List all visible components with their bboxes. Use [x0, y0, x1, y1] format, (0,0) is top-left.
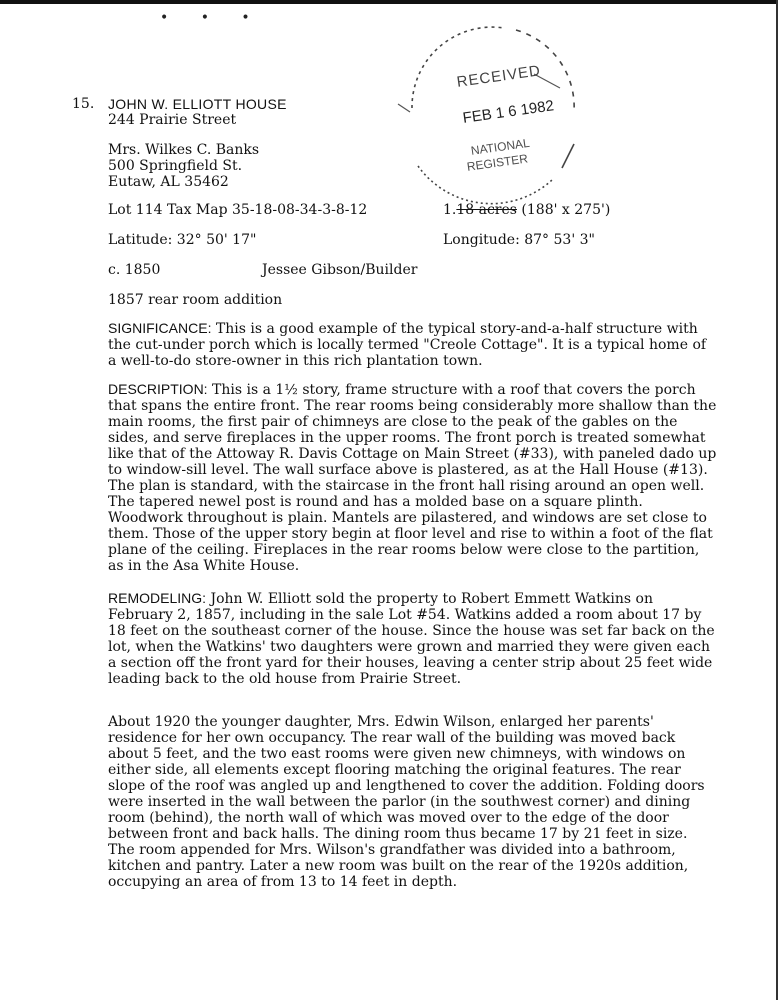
stamp-national: NATIONAL — [470, 135, 531, 158]
significance-paragraph — [108, 320, 718, 369]
significance-text: This is a good example of the typical story-and-a-half structure with the cut-under porch which is locally termed "Creole Cottage". It is a typical home of a well-to-do store-owner in this rich plantation town. — [108, 321, 707, 369]
house-street: 244 Prairie Street — [108, 112, 237, 128]
acres-struck: 18 acres — [456, 202, 517, 218]
owner-city: Eutaw, AL 35462 — [108, 174, 229, 190]
description-paragraph — [108, 381, 718, 574]
significance-label: SIGNIFICANCE: — [108, 320, 212, 336]
stamp-register: REGISTER — [466, 151, 529, 174]
lot-tax-map: Lot 114 Tax Map 35-18-08-34-3-8-12 — [108, 202, 368, 218]
remodeling-paragraph — [108, 590, 718, 687]
house-name: JOHN W. ELLIOTT HOUSE — [108, 96, 287, 112]
acres-prefix: 1. — [443, 202, 457, 218]
latitude: Latitude: 32° 50' 17" — [108, 232, 257, 248]
entry-number: 15. — [72, 96, 95, 112]
longitude: Longitude: 87° 53' 3" — [443, 232, 595, 248]
later-history-paragraph: About 1920 the younger daughter, Mrs. Edwin Wilson, enlarged her parents' residence for her own occupancy. The rear wall of the building was moved back about 5 feet, and the two east rooms were given new chimneys, with windows on either side, all elements except flooring matching the original features. The rear slope of the roof was angled up and lengthened to cover the addition. Folding doors were inserted in the wall between the parlor (in the southwest corner) and dining room (behind), the north wall of which was moved over to the edge of the door between front and back halls. The dining room thus became 17 by 21 feet in size. The room appended for Mrs. Wilson's grandfather was divided into a bathroom, kitchen and pantry. Later a new room was built on the rear of the 1920s addition, occupying an area of from 13 to 14 feet in depth. — [108, 714, 705, 890]
stamp-received: RECEIVED — [455, 62, 542, 91]
acres-dimensions: (188' x 275') — [516, 202, 611, 218]
stamp-date: FEB 1 6 1982 — [461, 97, 555, 127]
description-label: DESCRIPTION: — [108, 381, 208, 397]
builder: Jessee Gibson/Builder — [262, 262, 418, 278]
owner-address: 500 Springfield St. — [108, 158, 243, 174]
remodeling-label: REMODELING: — [108, 590, 207, 606]
construction-date: c. 1850 — [108, 262, 161, 278]
top-border — [0, 0, 778, 4]
addition-note: 1857 rear room addition — [108, 292, 283, 308]
description-text: This is a 1½ story, frame structure with a roof that covers the porch that spans the entire front. The rear rooms being considerably more shallow than the main rooms, the first pair of chimneys are close to the peak of the gables on the sides, and serve fireplaces in the upper rooms. The front porch is treated somewhat like that of the Attoway R. Davis Cottage on Main Street (#33), with paneled dado up to window-sill level. The wall surface above is plastered, as at the Hall House (#13). The plan is standard, with the staircase in the front hall rising around an open well. The tapered newel post is round and has a molded base on a square plinth. Woodwork throughout is plain. Mantels are pilastered, and windows are set close to them. Those of the upper story begin at floor level and rise to within a foot of the flat plane of the ceiling. Fireplaces in the rear rooms below were close to the partition, as in the Asa White House. — [108, 382, 717, 574]
scan-specks: • • • — [160, 10, 264, 26]
received-stamp — [384, 16, 590, 206]
owner-name: Mrs. Wilkes C. Banks — [108, 142, 260, 158]
remodeling-text: John W. Elliott sold the property to Robert Emmett Watkins on February 2, 1857, including in the sale Lot #54. Watkins added a room about 17 by 18 feet on the southeast corner of the house. Since the house was set far back on the lot, when the Watkins' two daughters were grown and married they were given each a section off the front yard for their houses, leaving a center strip about 25 feet wide leading back to the old house from Prairie Street. — [108, 591, 715, 687]
